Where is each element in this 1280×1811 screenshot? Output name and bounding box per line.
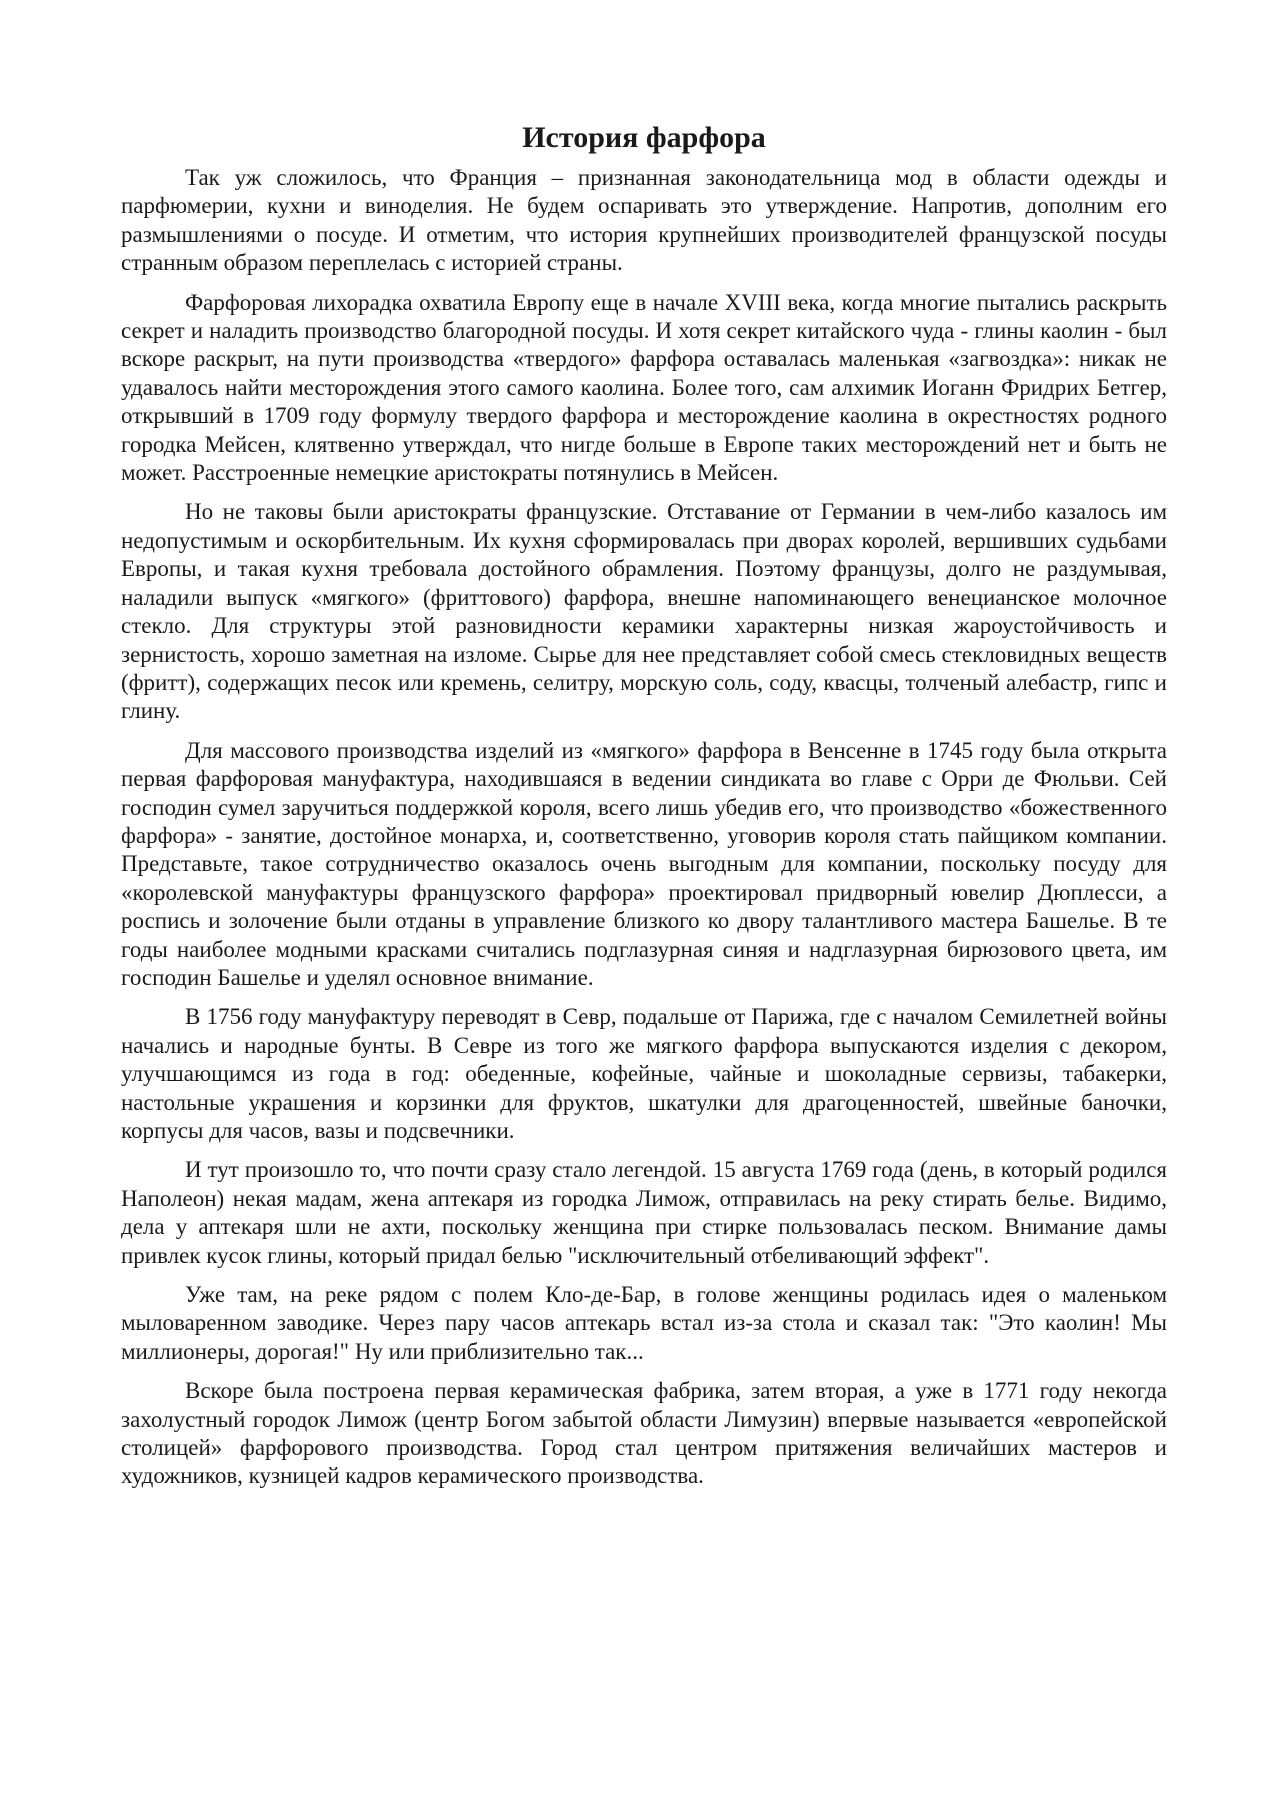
document-body <box>121 118 1167 1502</box>
paragraph-3: Но не таковы были аристократы французские. Отставание от Германии в чем-либо казалось им недопустимым и оскорбительным. Их кухня сформировалась при дворах королей, вершивших судьбами Европы, и такая кухня требовала достойного обрамления. Поэтому французы, долго не раздумывая, наладили выпуск «мягкого» (фриттового) фарфора, внешне напоминающего венецианское молочное стекло. Для структуры этой разновидности керамики характерны низкая жароустойчивость и зернистость, хорошо заметная на изломе. Сырье для нее представляет собой смесь стекловидных веществ (фритт), содержащих песок или кремень, селитру, морскую соль, соду, квасцы, толченый алебастр, гипс и глину. <box>121 499 1167 724</box>
paragraph-6: И тут произошло то, что почти сразу стало легендой. 15 августа 1769 года (день, в который родился Наполеон) некая мадам, жена аптекаря из городка Лимож, отправилась на реку стирать белье. Видимо, дела у аптекаря шли не ахти, поскольку женщина при стирке пользовалась песком. Внимание дамы привлек кусок глины, который придал белью "исключительный отбеливающий эффект". <box>121 1157 1167 1268</box>
document-title: История фарфора <box>522 121 766 154</box>
paragraph-8: Вскоре была построена первая керамическая фабрика, затем вторая, а уже в 1771 году некогда захолустный городок Лимож (центр Богом забытой области Лимузин) впервые называется «европейской столицей» фарфорового производства. Город стал центром притяжения величайших мастеров и художников, кузницей кадров керамического производства. <box>121 1378 1167 1489</box>
paragraph-7: Уже там, на реке рядом с полем Кло-де-Бар, в голове женщины родилась идея о маленьком мыловаренном заводике. Через пару часов аптекарь встал из-за стола и сказал так: "Это каолин! Мы миллионеры, дорогая!" Ну или приблизительно так... <box>121 1282 1167 1364</box>
paragraph-4: Для массового производства изделий из «мягкого» фарфора в Венсенне в 1745 году была открыта первая фарфоровая мануфактура, находившаяся в ведении синдиката во главе с Орри де Фюльви. Сей господин сумел заручиться поддержкой короля, всего лишь убедив его, что производство «божественного фарфора» - занятие, достойное монарха, и, соответственно, уговорив короля стать пайщиком компании. Представьте, такое сотрудничество оказалось очень выгодным для компании, поскольку посуду для «королевской мануфактуры французского фарфора» проектировал придворный ювелир Дюплесси, а роспись и золочение были отданы в управление близкого ко двору талантливого мастера Башелье. В те годы наиболее модными красками считались подглазурная синяя и надглазурная бирюзового цвета, им господин Башелье и уделял основное внимание. <box>121 737 1167 990</box>
paragraph-2: Фарфоровая лихорадка охватила Европу еще в начале XVIII века, когда многие пытались раскрыть секрет и наладить производство благородной посуды. И хотя секрет китайского чуда - глины каолин - был вскоре раскрыт, на пути производства «твердого» фарфора оставалась маленькая «загвоздка»: никак не удавалось найти месторождения этого самого каолина. Более того, сам алхимик Иоганн Фридрих Бетгер, открывший в 1709 году формулу твердого фарфора и месторождение каолина в окрестностях родного городка Мейсен, клятвенно утверждал, что нигде больше в Европе таких месторождений нет и быть не может. Расстроенные немецкие аристократы потянулись в Мейсен. <box>121 289 1167 486</box>
paragraph-1: Так уж сложилось, что Франция – признанная законодательница мод в области одежды и парфюмерии, кухни и виноделия. Не будем оспаривать это утверждение. Напротив, дополним его размышлениями о посуде. И отметим, что история крупнейших производителей французской посуды странным образом переплелась с историей страны. <box>121 165 1167 276</box>
paragraph-5: В 1756 году мануфактуру переводят в Севр, подальше от Парижа, где с началом Семилетней войны начались и народные бунты. В Севре из того же мягкого фарфора выпускаются изделия с декором, улучшающимся из года в год: обеденные, кофейные, чайные и шоколадные сервизы, табакерки, настольные украшения и корзинки для фруктов, шкатулки для драгоценностей, швейные баночки, корпусы для часов, вазы и подсвечники. <box>121 1004 1167 1143</box>
